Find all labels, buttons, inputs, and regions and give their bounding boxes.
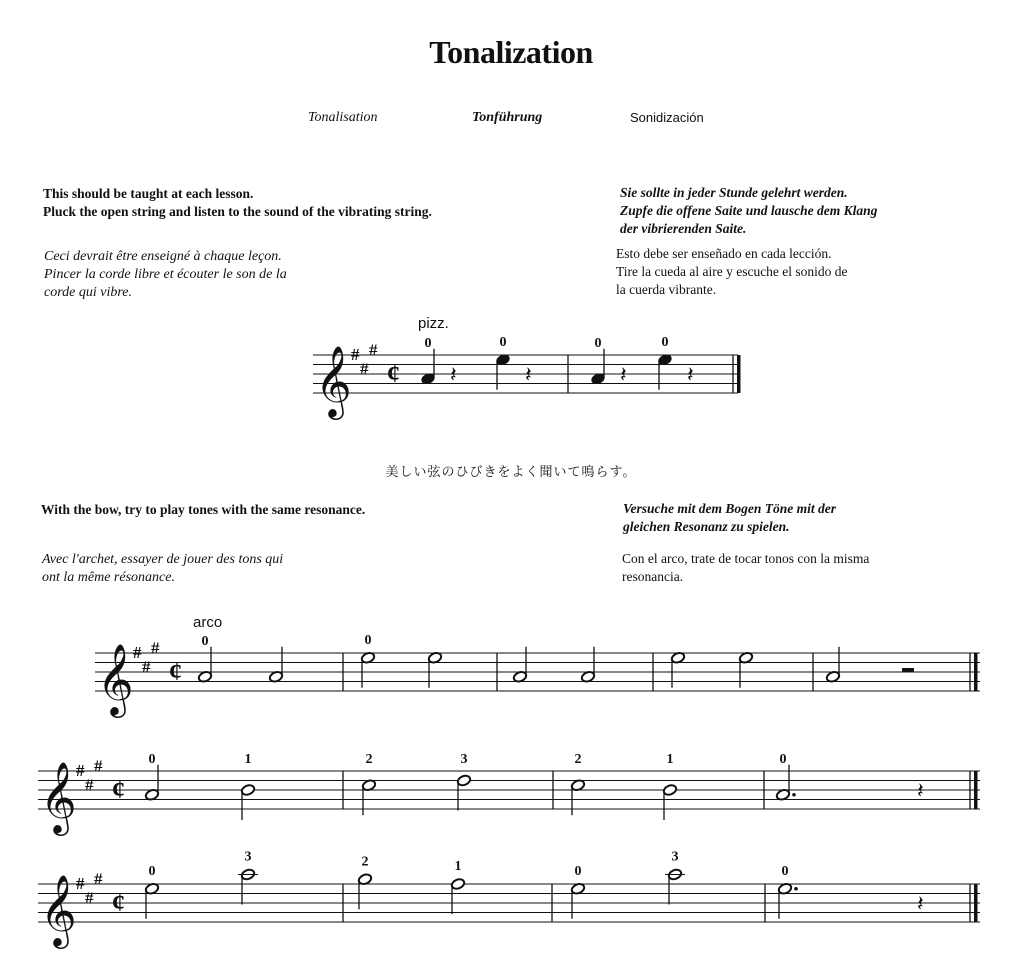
instruction-spanish-1: Esto debe ser enseñado en cada lección. Tire la cueda al aire y escuche el sonido de la cuerda vibrante. [616,246,848,297]
page-title: Tonalization [429,34,593,70]
fingering-number: 0 [661,334,669,350]
note-dot [792,793,796,797]
note [420,336,435,385]
sharp-icon: # [142,657,151,677]
quarter-rest-icon: 𝄽 [525,362,532,387]
fingering-number: 2 [574,752,582,767]
note [665,850,685,905]
note [495,335,510,390]
cut-time-icon: ¢ [112,775,125,804]
sharp-icon: # [360,359,369,379]
treble-clef-icon: 𝄞 [97,646,134,714]
quarter-rest-icon: 𝄽 [917,778,924,803]
fingering-number: 0 [781,863,789,879]
cut-time-icon: ¢ [387,359,400,388]
final-barline [974,884,978,922]
quarter-rest-icon: 𝄽 [450,362,457,387]
note [361,752,376,815]
note [590,336,605,385]
note [670,651,685,687]
treble-clef-icon: 𝄞 [315,348,352,416]
sharp-icon: # [151,638,160,658]
note [775,752,795,801]
instruction-english-2: With the bow, try to play tones with the same resonance. [41,502,366,517]
notehead [240,784,255,797]
instruction-german-2: Versuche mit dem Bogen Töne mit der gleichen Resonanz zu spielen. [623,501,837,534]
final-barline [737,355,741,393]
note [580,647,595,683]
treble-clef-icon: 𝄞 [40,877,77,945]
note [570,752,585,815]
instruction-french-2: Avec l'archet, essayer de jouer des tons qui ont la même résonance. [42,552,284,585]
fingering-number: 0 [594,336,602,351]
quarter-rest-icon: 𝄽 [620,362,627,387]
fingering-number: 1 [244,752,252,767]
note [512,647,527,683]
fingering-number: 1 [666,752,674,767]
arco-label: arco [193,614,223,631]
sharp-icon: # [76,761,85,780]
fingering-number: 3 [244,849,252,865]
half-rest-icon [902,668,914,673]
quarter-rest-icon: 𝄽 [917,891,924,916]
note [144,752,159,801]
staff [38,756,980,836]
quarter-rest-icon: 𝄽 [687,362,694,387]
note [427,651,442,687]
fingering-number: 0 [148,752,156,767]
pizz-label: pizz. [418,315,449,332]
note [456,752,471,811]
sharp-icon: # [94,756,103,776]
note [657,335,672,390]
sharp-icon: # [133,643,142,662]
notehead [662,784,677,797]
note [240,752,255,820]
note [360,633,375,688]
fingering-number: 1 [454,859,462,874]
note [450,859,465,914]
notehead [450,878,465,891]
note [738,651,753,687]
subtitle-spanish: Sonidización [630,110,704,125]
final-barline [974,771,978,809]
fingering-number: 0 [499,334,507,350]
japanese-instruction: 美しい弦のひびきをよく聞いて鳴らす。 [385,465,637,480]
cut-time-icon: ¢ [169,657,182,686]
note [268,647,283,683]
fingering-number: 2 [361,854,369,870]
fingering-number: 3 [460,752,468,767]
fingering-number: 0 [779,752,787,767]
note [238,850,258,905]
sharp-icon: # [85,775,94,795]
note [197,634,212,683]
staff [95,638,980,718]
fingering-number: 2 [365,752,373,767]
fingering-number: 3 [671,849,679,865]
note [144,864,159,919]
instruction-english-1: This should be taught at each lesson. Pluck the open string and listen to the sound of the vibrating string. [43,186,432,219]
sharp-icon: # [94,869,103,889]
cut-time-icon: ¢ [112,888,125,917]
sharp-icon: # [369,340,378,360]
note [662,752,677,820]
sharp-icon: # [351,345,360,364]
note [777,864,797,919]
note [357,854,372,909]
notehead [456,774,471,787]
note-dot [794,887,798,891]
fingering-number: 0 [574,863,582,879]
subtitle-french: Tonalisation [308,110,378,125]
staff [38,869,980,949]
instruction-spanish-2: Con el arco, trate de tocar tonos con la misma resonancia. [622,551,870,584]
final-barline [974,653,978,691]
instruction-french-1: Ceci devrait être enseigné à chaque leçon. Pincer la corde libre et écouter le son de la corde qui vibre. [44,249,287,300]
sharp-icon: # [76,874,85,893]
sharp-icon: # [85,888,94,908]
note [570,864,585,919]
note [825,647,840,683]
fingering-number: 0 [148,863,156,879]
fingering-number: 0 [201,634,209,649]
fingering-number: 0 [424,336,432,351]
treble-clef-icon: 𝄞 [40,764,77,832]
fingering-number: 0 [364,632,372,648]
subtitle-german: Tonführung [472,110,543,125]
instruction-german-1: Sie sollte in jeder Stunde gelehrt werden. Zupfe die offene Saite und lausche dem Klang der vibrierenden Saite. [620,185,878,236]
